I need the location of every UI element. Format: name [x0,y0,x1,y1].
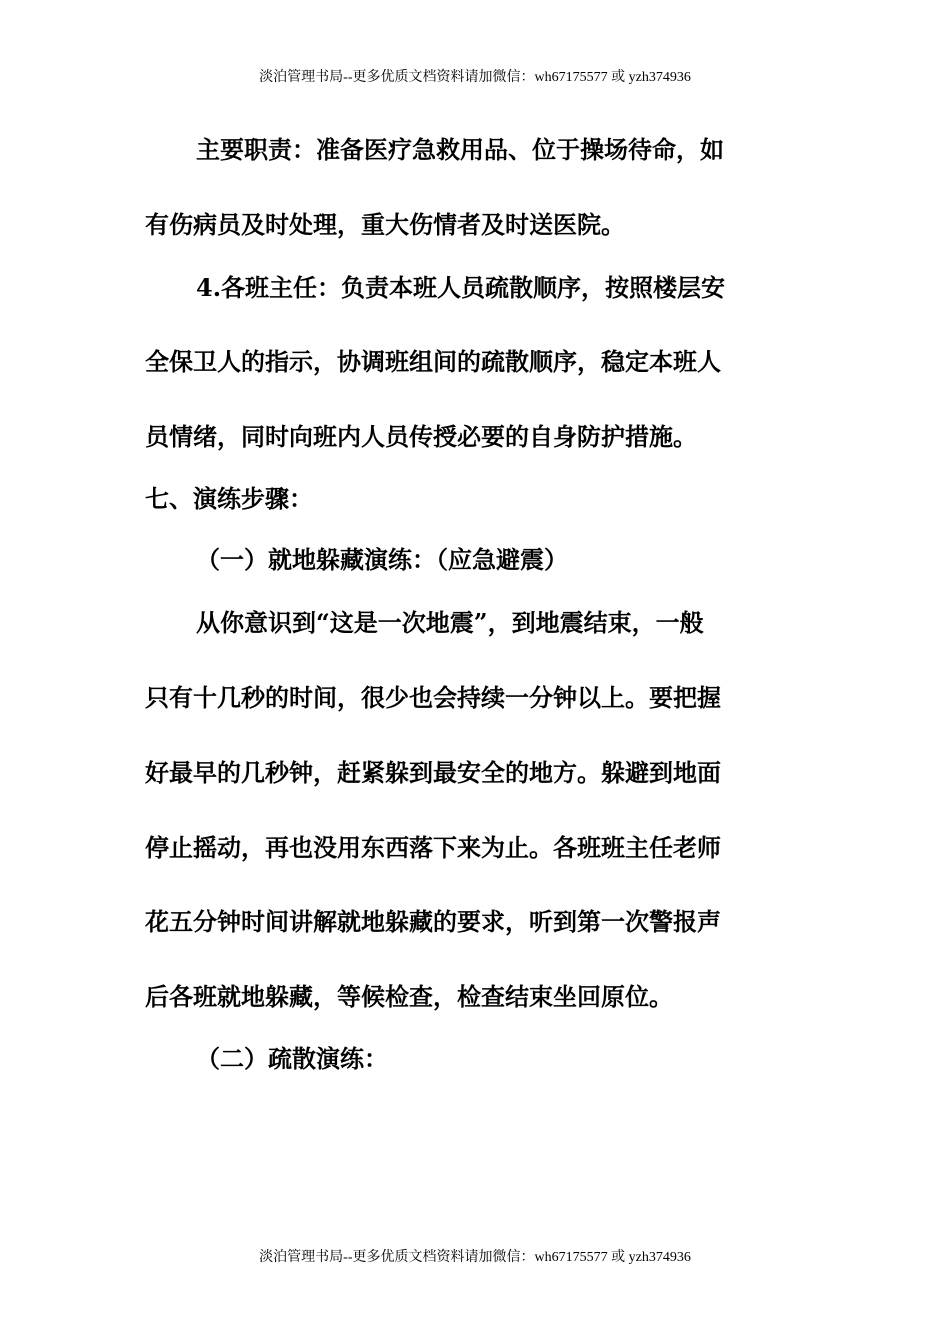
subheading-hide-in-place: （一）就地躲藏演练：（应急避震） [196,545,568,574]
subheading-evacuation-drill: （二）疏散演练： [196,1044,388,1073]
page-header: 淡泊管理书局--更多优质文档资料请加微信：wh67175577 或 yzh374936 [259,70,691,85]
page-footer: 淡泊管理书局--更多优质文档资料请加微信：wh67175577 或 yzh374936 [259,1250,691,1265]
paragraph-earthquake-line-2: 只有十几秒的时间，很少也会持续一分钟以上。要把握 [145,683,721,712]
paragraph-earthquake-line-5: 花五分钟时间讲解就地躲藏的要求，听到第一次警报声 [145,907,721,936]
paragraph-earthquake-line-3: 好最早的几秒钟，赶紧躲到最安全的地方。躲避到地面 [145,758,721,787]
paragraph-duties-line-1: 主要职责：准备医疗急救用品、位于操场待命，如 [196,135,724,164]
paragraph-duties-line-2: 有伤病员及时处理，重大伤情者及时送医院。 [145,210,625,239]
paragraph-head-teacher-line-2: 全保卫人的指示，协调班组间的疏散顺序，稳定本班人 [145,347,721,376]
paragraph-head-teacher-line-3: 员情绪，同时向班内人员传授必要的自身防护措施。 [145,422,697,451]
paragraph-head-teacher-line-1: 4.各班主任：负责本班人员疏散顺序，按照楼层安 [196,273,726,302]
paragraph-earthquake-line-4: 停止摇动，再也没用东西落下来为止。各班班主任老师 [145,833,721,862]
paragraph-earthquake-line-1: 从你意识到“这是一次地震”，到地震结束，一般 [196,608,704,637]
section-heading-drill-steps: 七、演练步骤： [145,484,313,513]
paragraph-earthquake-line-6: 后各班就地躲藏，等候检查，检查结束坐回原位。 [145,982,673,1011]
